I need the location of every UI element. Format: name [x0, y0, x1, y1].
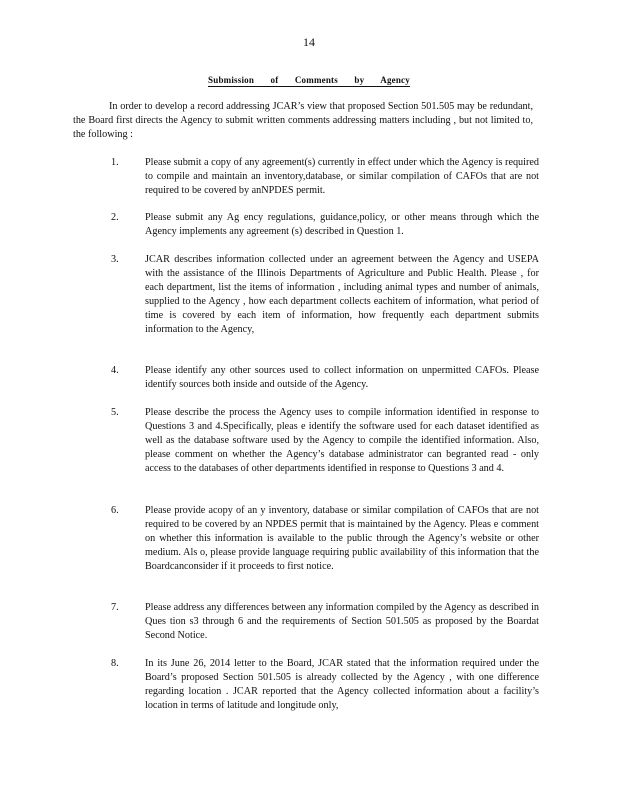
- list-item-text: Please provide acopy of an y inventory, database or similar compilation of CAFOs that are not required to be covered by an NPDES permit that is maintained by the Agency. Pleas e comment on whether this information is available to the public through the Agency’s website or other medium. Als o, please provide language requiring public availability of this information that the Boardcanconsider if it proceeds to first notice.: [145, 505, 539, 572]
- list-item-text: Please describe the process the Agency uses to compile information identified in response to Questions 3 and 4.Specifically, pleas e identify the software used for each dataset identified as well as the database software used by the Agency to compile the identified information. Also, please comment on whether the Agency’s database administrator can begranted read - only access to the databases of other departments identified in response to Questions 3 and 4.: [145, 407, 539, 474]
- list-item-text: In its June 26, 2014 letter to the Board, JCAR stated that the information required under the Board’s proposed Section 501.505 is already collected by the Agency , with one difference regarding location . JCAR reported that the Agency collected information about a facility’s location in terms of latitude and longitude only,: [145, 658, 539, 711]
- list-item-number: 3.: [111, 254, 119, 265]
- list-item-number: 8.: [111, 658, 119, 669]
- list-item-text: Please submit any Ag ency regulations, guidance,policy, or other means through which the Agency implements any agreement (s) described in Question 1.: [145, 212, 539, 237]
- list-item-text: Please submit a copy of any agreement(s) currently in effect under which the Agency is required to compile and maintain an inventory,database, or similar compilation of CAFOs that are not required to be covered by anNPDES permit.: [145, 157, 539, 196]
- list-item-number: 1.: [111, 157, 119, 168]
- list-item-number: 7.: [111, 602, 119, 613]
- page-number: 14: [303, 35, 315, 49]
- list-item-number: 5.: [111, 407, 119, 418]
- list-item-text: Please identify any other sources used to collect information on unpermitted CAFOs. Please identify sources both inside and outside of the Agency.: [145, 365, 539, 390]
- list-item-text: Please address any differences between any information compiled by the Agency as described in Ques tion s3 through 6 and the requirements of Section 501.505 as proposed by the Boardat Second Notice.: [145, 602, 539, 641]
- section-heading-text: Submission of Comments by Agency: [208, 75, 410, 85]
- list-item-number: 6.: [111, 505, 119, 516]
- list-item-text: JCAR describes information collected under an agreement between the Agency and USEPA with the assistance of the Illinois Departments of Agriculture and Public Health. Please , for each department, list the items of information , including animal types and number of animals, supplied to the Agency , how each department collects eachitem of information, what period of time is covered by each item of information, how frequently each department submits information to the Agency,: [145, 254, 539, 335]
- intro-paragraph: In order to develop a record addressing JCAR’s view that proposed Section 501.505 may be redundant, the Board first directs the Agency to submit written comments addressing matters including , but not limited to, the following :: [73, 101, 533, 140]
- list-item-number: 4.: [111, 365, 119, 376]
- section-heading: [0, 75, 618, 85]
- list-item-number: 2.: [111, 212, 119, 223]
